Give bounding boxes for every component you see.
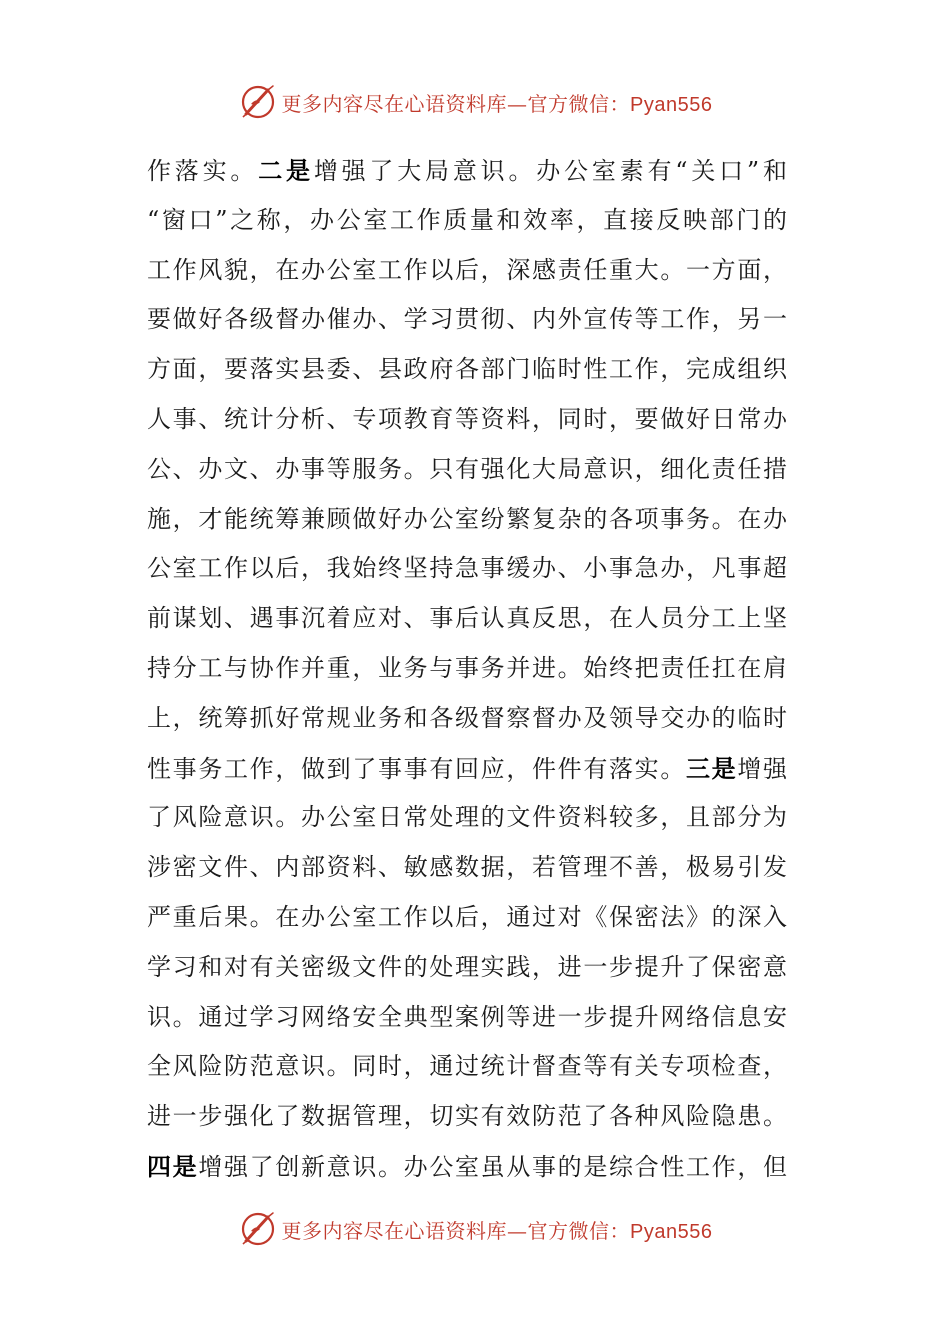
body-text-segment: 全风险防范意识。同时，通过统计督查等有关专项检查， bbox=[147, 1052, 787, 1081]
body-text-segment: 施，才能统筹兼顾做好办公室纷繁复杂的各项事务。在办 bbox=[147, 504, 787, 533]
body-line bbox=[147, 893, 787, 943]
document-body bbox=[147, 146, 787, 1192]
body-line bbox=[147, 1042, 787, 1092]
body-text-segment: 作落实。 bbox=[147, 157, 259, 185]
body-text-segment: “窗口”之称，办公室工作质量和效率，直接反映部门的 bbox=[147, 205, 787, 234]
body-text-segment: 增强 bbox=[737, 754, 787, 783]
bold-lead-phrase: 四是 bbox=[147, 1151, 199, 1181]
body-line bbox=[147, 445, 787, 495]
body-line bbox=[147, 544, 787, 594]
body-text-segment: 要做好各级督办催办、学习贯彻、内外宣传等工作，另一 bbox=[147, 305, 787, 334]
body-line bbox=[147, 345, 787, 395]
body-text-segment: 方面，要落实县委、县政府各部门临时性工作，完成组织 bbox=[147, 355, 787, 384]
body-text-segment: 了风险意识。办公室日常处理的文件资料较多，且部分为 bbox=[147, 803, 787, 832]
header-banner-text: 更多内容尽在心语资料库—官方微信：Pyan556 bbox=[281, 91, 713, 116]
body-text-segment: 学习和对有关密级文件的处理实践，进一步提升了保密意 bbox=[147, 952, 787, 981]
wechat-handle: Pyan556 bbox=[630, 1220, 713, 1243]
body-line bbox=[147, 1092, 787, 1142]
body-line bbox=[147, 246, 787, 296]
bold-lead-phrase: 三是 bbox=[686, 753, 738, 783]
body-text-segment: 工作风貌，在办公室工作以后，深感责任重大。一方面， bbox=[147, 255, 787, 284]
footer-banner bbox=[0, 1209, 950, 1249]
body-text-segment: 严重后果。在办公室工作以后，通过对《保密法》的深入 bbox=[147, 902, 787, 931]
body-text-segment: 增强了大局意识。办公室素有“关口”和 bbox=[313, 157, 787, 185]
body-text-segment: 增强了创新意识。办公室虽从事的是综合性工作，但 bbox=[198, 1152, 787, 1181]
body-line bbox=[147, 843, 787, 893]
body-text-segment: 识。通过学习网络安全典型案例等进一步提升网络信息安 bbox=[147, 1002, 787, 1031]
body-text-segment: 上，统筹抓好常规业务和各级督察督办及领导交办的临时 bbox=[147, 703, 787, 732]
body-text-segment: 人事、统计分析、专项教育等资料，同时，要做好日常办 bbox=[147, 404, 787, 433]
pen-logo-icon bbox=[238, 82, 278, 122]
wechat-handle: Pyan556 bbox=[630, 93, 713, 116]
body-line bbox=[147, 594, 787, 644]
body-line bbox=[147, 395, 787, 445]
body-text-segment: 涉密文件、内部资料、敏感数据，若管理不善，极易引发 bbox=[147, 853, 787, 882]
body-line bbox=[147, 295, 787, 345]
footer-banner-text: 更多内容尽在心语资料库—官方微信：Pyan556 bbox=[281, 1218, 713, 1243]
body-line bbox=[147, 644, 787, 694]
bold-lead-phrase: 二是 bbox=[258, 156, 314, 185]
body-line bbox=[147, 196, 787, 246]
body-line bbox=[147, 1142, 787, 1192]
body-line bbox=[147, 793, 787, 843]
body-text-segment: 持分工与协作并重，业务与事务并进。始终把责任扛在肩 bbox=[147, 653, 787, 682]
body-line bbox=[147, 744, 787, 794]
body-line bbox=[147, 993, 787, 1043]
body-text-segment: 公室工作以后，我始终坚持急事缓办、小事急办，凡事超 bbox=[147, 554, 787, 583]
body-text-segment: 性事务工作，做到了事事有回应，件件有落实。 bbox=[147, 754, 686, 783]
body-line bbox=[147, 146, 787, 196]
body-text-segment: 进一步强化了数据管理，切实有效防范了各种风险隐患。 bbox=[147, 1102, 787, 1131]
body-text-segment: 前谋划、遇事沉着应对、事后认真反思，在人员分工上坚 bbox=[147, 604, 787, 633]
body-line bbox=[147, 495, 787, 545]
pen-logo-icon bbox=[238, 1209, 278, 1249]
body-line bbox=[147, 694, 787, 744]
header-banner bbox=[0, 82, 950, 122]
body-text-segment: 公、办文、办事等服务。只有强化大局意识，细化责任措 bbox=[147, 454, 787, 483]
body-line bbox=[147, 943, 787, 993]
